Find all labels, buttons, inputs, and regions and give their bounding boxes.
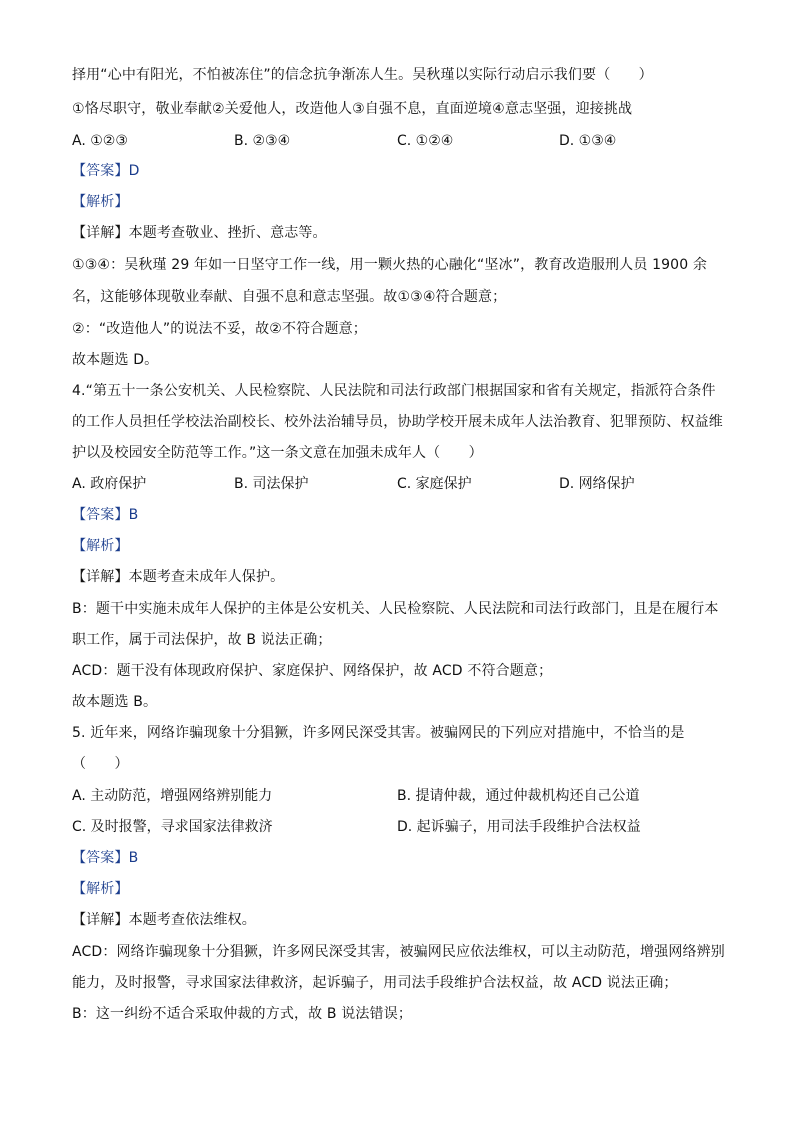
q4-stem-line: 护以及校园安全防范等工作。”这一条文意在加强未成年人（ ）: [72, 445, 483, 461]
q3-analysis-heading: 【解析】: [72, 194, 129, 210]
q4-option-d: D. 网络保护: [559, 476, 635, 492]
q4-answer: 【答案】B: [72, 507, 139, 523]
q3-conclusion: 故本题选 D。: [72, 352, 159, 368]
q5-option-d: D. 起诉骗子，用司法手段维护合法权益: [397, 819, 641, 835]
q3-explanation-line: 名，这能够体现敬业奉献、自强不息和意志坚强。故①③④符合题意；: [72, 289, 507, 305]
q4-analysis-heading: 【解析】: [72, 538, 129, 554]
q4-stem-line: 4.“第五十一条公安机关、人民检察院、人民法院和司法行政部门根据国家和省有关规定，指派符合条件: [72, 383, 716, 399]
q5-option-c: C. 及时报警，寻求国家法律救济: [72, 819, 273, 835]
q3-statements: ①恪尽职守，敬业奉献②关爱他人，改造他人③自强不息，直面逆境④意志坚强，迎接挑战: [72, 101, 633, 117]
q4-option-c: C. 家庭保护: [397, 476, 472, 492]
q4-detail: 【详解】本题考查未成年人保护。: [72, 569, 285, 585]
q4-option-a: A. 政府保护: [72, 476, 147, 492]
q4-stem-line: 的工作人员担任学校法治副校长、校外法治辅导员，协助学校开展未成年人法治教育、犯罪预防、权益维: [72, 414, 723, 430]
q4-explanation-line: B：题干中实施未成年人保护的主体是公安机关、人民检察院、人民法院和司法行政部门，且是在履行本: [72, 601, 719, 617]
q4-explanation-line: 职工作，属于司法保护，故 B 说法正确；: [72, 632, 332, 648]
q3-option-b: B. ②③④: [234, 133, 291, 149]
q5-explanation-line: ACD：网络诈骗现象十分猖獗，许多网民深受其害，被骗网民应依法维权，可以主动防范，增强网络辨别: [72, 944, 725, 960]
q5-detail: 【详解】本题考查依法维权。: [72, 912, 256, 928]
q4-conclusion: 故本题选 B。: [72, 694, 158, 710]
q3-explanation-line: ①③④：吴秋瑾 29 年如一日坚守工作一线，用一颗火热的心融化“坚冰”，教育改造服刑人员 1900 余: [72, 257, 708, 273]
q5-explanation-line: B：这一纠纷不适合采取仲裁的方式，故 B 说法错误；: [72, 1006, 413, 1022]
q5-stem-line: 5. 近年来，网络诈骗现象十分猖獗，许多网民深受其害。被骗网民的下列应对措施中，不恰当的是: [72, 725, 685, 741]
q3-option-d: D. ①③④: [559, 133, 617, 149]
q5-explanation-line: 能力，及时报警，寻求国家法律救济，起诉骗子，用司法手段维护合法权益，故 ACD 说法正确；: [72, 975, 678, 991]
q4-explanation-line: ACD：题干没有体现政府保护、家庭保护、网络保护，故 ACD 不符合题意；: [72, 663, 553, 679]
q4-option-b: B. 司法保护: [234, 476, 309, 492]
q3-detail: 【详解】本题考查敬业、挫折、意志等。: [72, 225, 327, 241]
q5-answer: 【答案】B: [72, 850, 139, 866]
q5-stem-line: （ ）: [72, 756, 129, 772]
q3-explanation-line: ②：“改造他人”的说法不妥，故②不符合题意；: [72, 321, 367, 337]
q3-stem-continuation: 择用“心中有阳光，不怕被冻住”的信念抗争渐冻人生。吴秋瑾以实际行动启示我们要（ ）: [72, 67, 653, 83]
q3-option-c: C. ①②④: [397, 133, 454, 149]
q3-answer: 【答案】D: [72, 163, 140, 179]
q5-option-b: B. 提请仲裁，通过仲裁机构还自己公道: [397, 788, 640, 804]
q5-option-a: A. 主动防范，增强网络辨别能力: [72, 788, 273, 804]
q3-option-a: A. ①②③: [72, 133, 128, 149]
q5-analysis-heading: 【解析】: [72, 881, 129, 897]
